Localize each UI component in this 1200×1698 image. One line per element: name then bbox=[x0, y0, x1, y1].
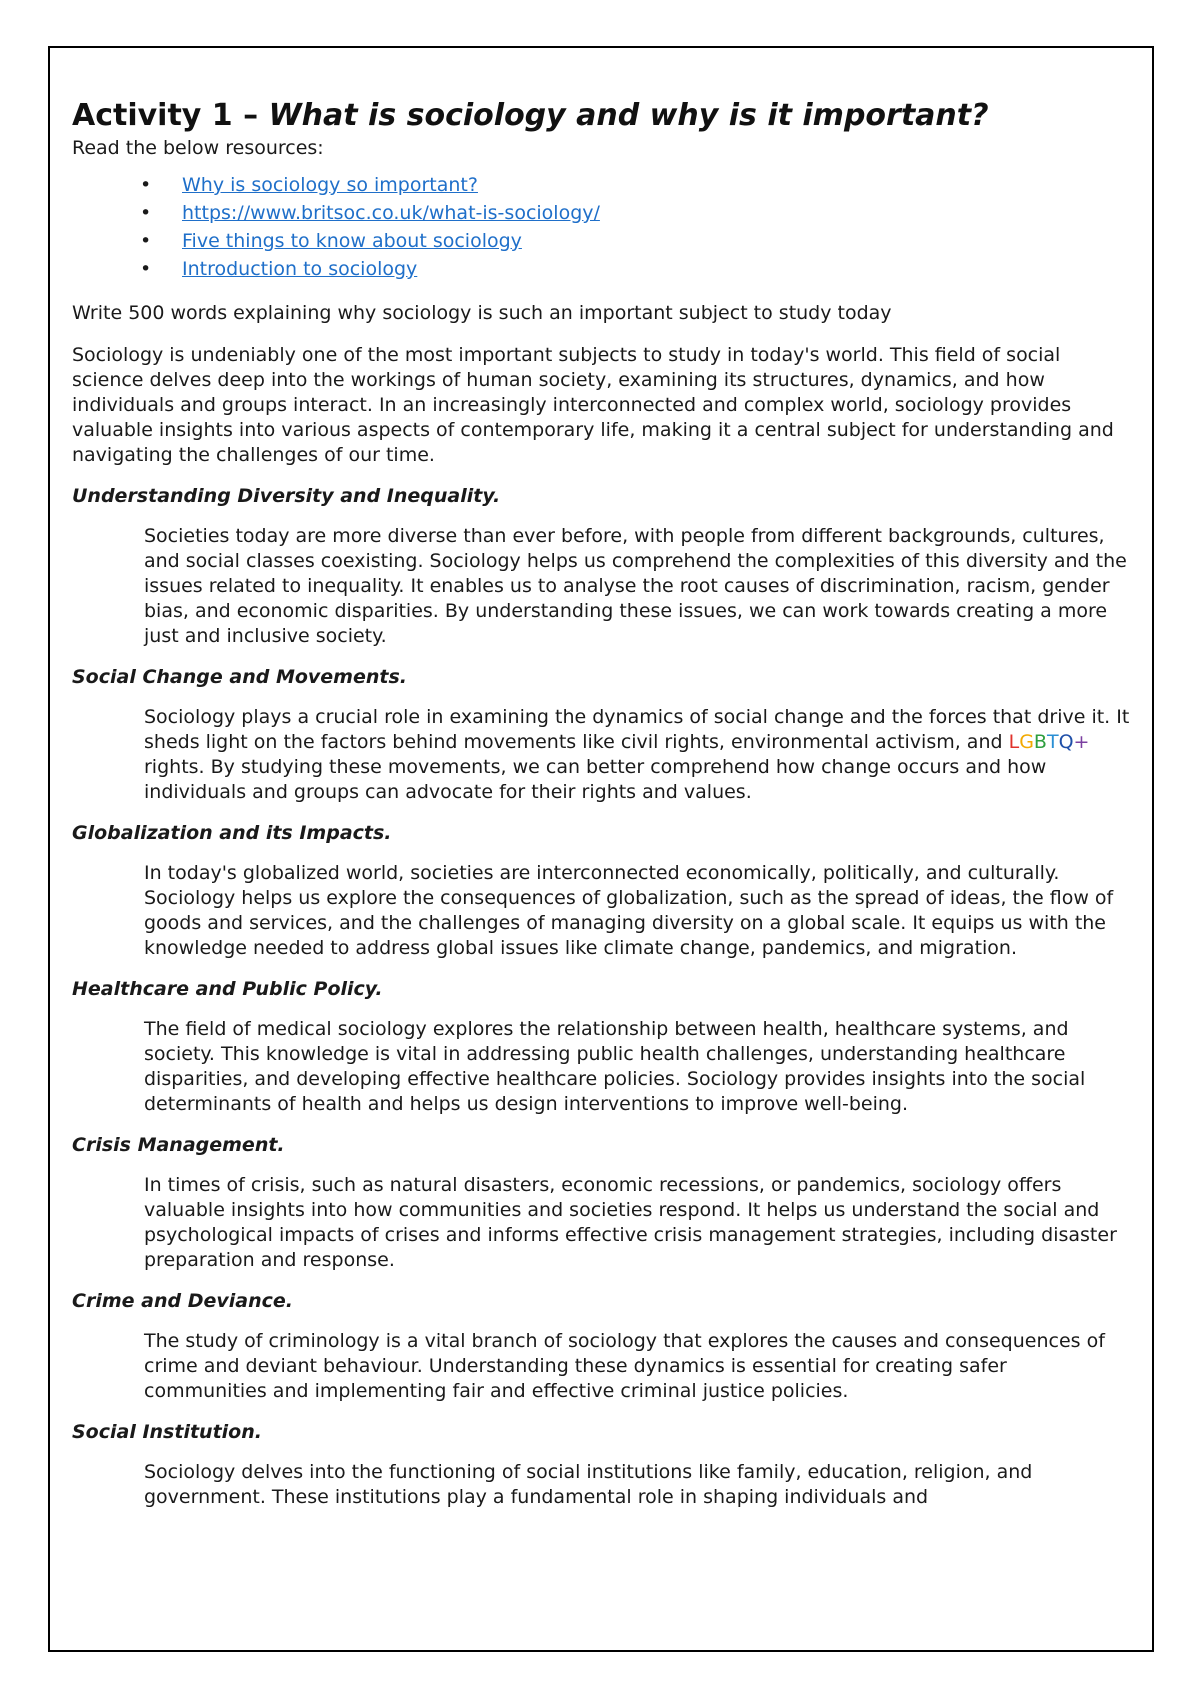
lgbtq-letter: T bbox=[1046, 731, 1059, 753]
title-prefix: Activity 1 – bbox=[72, 98, 269, 133]
list-item bbox=[140, 255, 1132, 283]
link-why-sociology-important[interactable]: Why is sociology so important? bbox=[182, 174, 478, 196]
heading-crisis-management: Crisis Management. bbox=[72, 1134, 285, 1156]
resource-link-list bbox=[72, 171, 1132, 283]
list-item bbox=[140, 227, 1132, 255]
resources-intro: Read the below resources: bbox=[72, 137, 324, 159]
lgbtq-letter: G bbox=[1019, 731, 1034, 753]
link-five-things-sociology[interactable]: Five things to know about sociology bbox=[182, 230, 522, 252]
title-question: What is sociology and why is it important? bbox=[268, 98, 989, 133]
paragraph-globalization: In today's globalized world, societies are interconnected economically, politically, and culturally. Sociology helps us explore the consequences of globalization, such as the spread of ideas, the flow of goods and services, and the challenges of managing diversity on a global scale. It equips us with the knowledge needed to address global issues like climate change, pandemics, and migration. bbox=[144, 862, 1114, 959]
link-introduction-to-sociology[interactable]: Introduction to sociology bbox=[182, 258, 418, 280]
paragraph-crime-deviance: The study of criminology is a vital branch of sociology that explores the causes and consequences of crime and deviant behaviour. Understanding these dynamics is essential for creating safer communities and implementing fair and effective criminal justice policies. bbox=[144, 1330, 1105, 1402]
social-change-text-end: rights. By studying these movements, we can better comprehend how change occurs and how individuals and groups can advocate for their rights and values. bbox=[144, 756, 1047, 803]
heading-social-institution: Social Institution. bbox=[72, 1421, 262, 1443]
paragraph-social-change bbox=[144, 705, 1132, 805]
bullet-icon: • bbox=[140, 258, 152, 280]
bullet-icon: • bbox=[140, 202, 152, 224]
essay-introduction: Sociology is undeniably one of the most important subjects to study in today's world. This field of social science delves deep into the workings of human society, examining its structures, dynamics, and how individuals and groups interact. In an increasingly interconnected and complex world, sociology provides valuable insights into various aspects of contemporary life, making it a central subject for understanding and navigating the challenges of our time. bbox=[72, 344, 1114, 466]
document-content bbox=[72, 96, 1132, 1510]
lgbtq-letter: + bbox=[1073, 731, 1090, 753]
bullet-icon: • bbox=[140, 230, 152, 252]
bullet-icon: • bbox=[140, 174, 152, 196]
link-britsoc-what-is-sociology[interactable]: https://www.britsoc.co.uk/what-is-sociology/ bbox=[182, 202, 600, 224]
heading-globalization: Globalization and its Impacts. bbox=[72, 822, 392, 844]
lgbtq-letter: L bbox=[1008, 731, 1020, 753]
social-change-text-start: Sociology plays a crucial role in examining the dynamics of social change and the forces that drive it. It sheds light on the factors behind movements like civil rights, environmental activism, and bbox=[144, 706, 1130, 753]
task-instruction: Write 500 words explaining why sociology is such an important subject to study today bbox=[72, 302, 892, 324]
paragraph-social-institution: Sociology delves into the functioning of social institutions like family, education, religion, and government. These institutions play a fundamental role in shaping individuals and bbox=[144, 1461, 1033, 1508]
heading-diversity-inequality: Understanding Diversity and Inequality. bbox=[72, 485, 501, 507]
page-title bbox=[72, 96, 1132, 136]
lgbtq-rainbow-text bbox=[1009, 731, 1090, 753]
heading-social-change: Social Change and Movements. bbox=[72, 666, 407, 688]
paragraph-healthcare: The field of medical sociology explores the relationship between health, healthcare systems, and society. This knowledge is vital in addressing public health challenges, understanding healthcare disparities, and developing effective healthcare policies. Sociology provides insights into the social determinants of health and helps us design interventions to improve well-being. bbox=[144, 1018, 1086, 1115]
lgbtq-letter: Q bbox=[1058, 731, 1074, 753]
paragraph-diversity-inequality: Societies today are more diverse than ever before, with people from different backgrounds, cultures, and social classes coexisting. Sociology helps us comprehend the complexities of this diversity and the issues related to inequality. It enables us to analyse the root causes of discrimination, racism, gender bias, and economic disparities. By understanding these issues, we can work towards creating a more just and inclusive society. bbox=[144, 525, 1127, 647]
paragraph-crisis-management: In times of crisis, such as natural disasters, economic recessions, or pandemics, sociology offers valuable insights into how communities and societies respond. It helps us understand the social and psychological impacts of crises and informs effective crisis management strategies, including disaster preparation and response. bbox=[144, 1174, 1117, 1271]
heading-healthcare: Healthcare and Public Policy. bbox=[72, 978, 383, 1000]
list-item bbox=[140, 171, 1132, 199]
list-item bbox=[140, 199, 1132, 227]
lgbtq-letter: B bbox=[1033, 731, 1047, 753]
heading-crime-deviance: Crime and Deviance. bbox=[72, 1290, 293, 1312]
